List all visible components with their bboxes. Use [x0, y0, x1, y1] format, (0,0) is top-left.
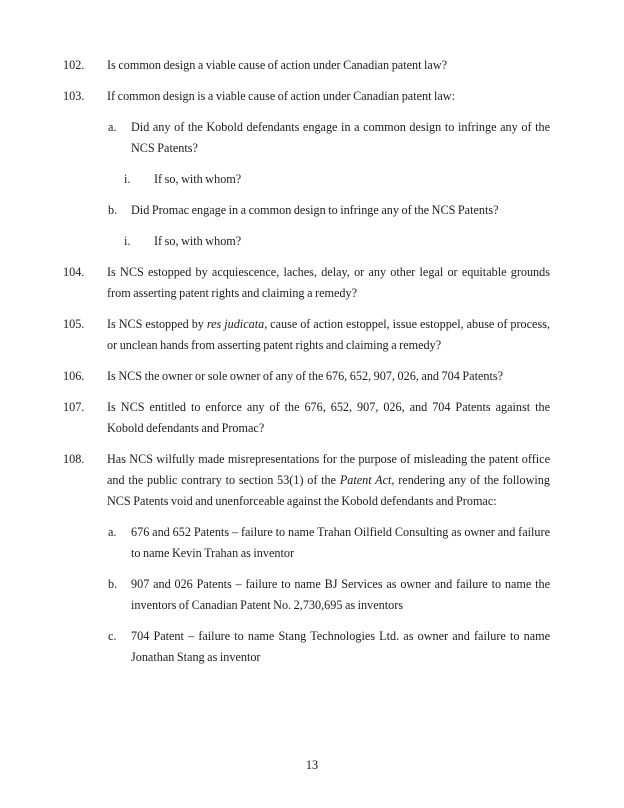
sub-item-108c — [108, 626, 550, 668]
question-text: Is common design a viable cause of action under Canadian patent law? — [107, 58, 448, 72]
page-number: 13 — [305, 758, 319, 772]
question-number: 103. — [63, 89, 85, 103]
sub-item-text: If so, with whom? — [154, 234, 242, 248]
question-text: Is NCS estopped by acquiescence, laches, delay, or any other legal or equitable grounds from asserting patent rights and claiming a remedy? — [107, 265, 550, 300]
sub-item-103a — [108, 117, 550, 159]
sub-item-label: b. — [108, 577, 118, 591]
sub-item-text: 676 and 652 Patents – failure to name Trahan Oilfield Consulting as owner and failure to name Kevin Trahan as inventor — [131, 525, 550, 560]
question-text: If common design is a viable cause of action under Canadian patent law: — [107, 89, 455, 103]
question-item-102 — [63, 55, 550, 76]
sub-item-text: 907 and 026 Patents – failure to name BJ Services as owner and failure to name the inventors of Canadian Patent No. 2,730,695 as inventors — [131, 577, 550, 612]
question-number: 104. — [63, 265, 85, 279]
question-item-105 — [63, 314, 550, 356]
question-text-segment: , cause of action estoppel, issue estoppel, abuse of process, or unclean hands from asserting patent rights and claiming a remedy? — [107, 317, 550, 352]
sub-item-label: i. — [124, 234, 131, 248]
question-text: Is NCS entitled to enforce any of the 676, 652, 907, 026, and 704 Patents against the Kobold defendants and Promac? — [107, 400, 550, 435]
sub-item-text: Did any of the Kobold defendants engage in a common design to infringe any of the NCS Patents? — [131, 120, 550, 155]
question-text — [107, 449, 550, 512]
question-item-108 — [63, 449, 550, 512]
question-text: Is NCS the owner or sole owner of any of the 676, 652, 907, 026, and 704 Patents? — [107, 369, 503, 383]
sub-item-label: a. — [108, 525, 117, 539]
sub-item-text: Did Promac engage in a common design to infringe any of the NCS Patents? — [131, 203, 499, 217]
question-number: 105. — [63, 317, 85, 331]
sub-item-label: c. — [108, 629, 117, 643]
italic-phrase: res judicata — [206, 317, 265, 331]
question-item-103 — [63, 86, 550, 107]
question-text — [107, 314, 550, 356]
sub-item-108a — [108, 522, 550, 564]
questions-list — [63, 55, 550, 678]
italic-phrase: Patent Act — [339, 473, 392, 487]
sub-item-108b — [108, 574, 550, 616]
question-item-104 — [63, 262, 550, 304]
sub-item-label: b. — [108, 203, 118, 217]
question-item-106 — [63, 366, 550, 387]
question-item-107 — [63, 397, 550, 439]
question-number: 108. — [63, 452, 85, 466]
question-text-segment: Is NCS estopped by — [107, 317, 207, 331]
question-number: 102. — [63, 58, 85, 72]
sub-item-103a-i — [124, 169, 550, 190]
question-text-segment: Has NCS wilfully made misrepresentations for the purpose of misleading the patent office and the public contrary to section 53(1) of the — [107, 452, 550, 487]
sub-item-label: a. — [108, 120, 117, 134]
question-number: 107. — [63, 400, 85, 414]
sub-item-label: i. — [124, 172, 131, 186]
sub-item-text: 704 Patent – failure to name Stang Technologies Ltd. as owner and failure to name Jonathan Stang as inventor — [131, 629, 550, 664]
sub-item-103b — [108, 200, 550, 221]
question-number: 106. — [63, 369, 85, 383]
sub-item-text: If so, with whom? — [154, 172, 242, 186]
question-text-segment: , rendering any of the following NCS Patents void and unenforceable against the Kobold defendants and Promac: — [107, 473, 550, 508]
sub-item-103b-i — [124, 231, 550, 252]
